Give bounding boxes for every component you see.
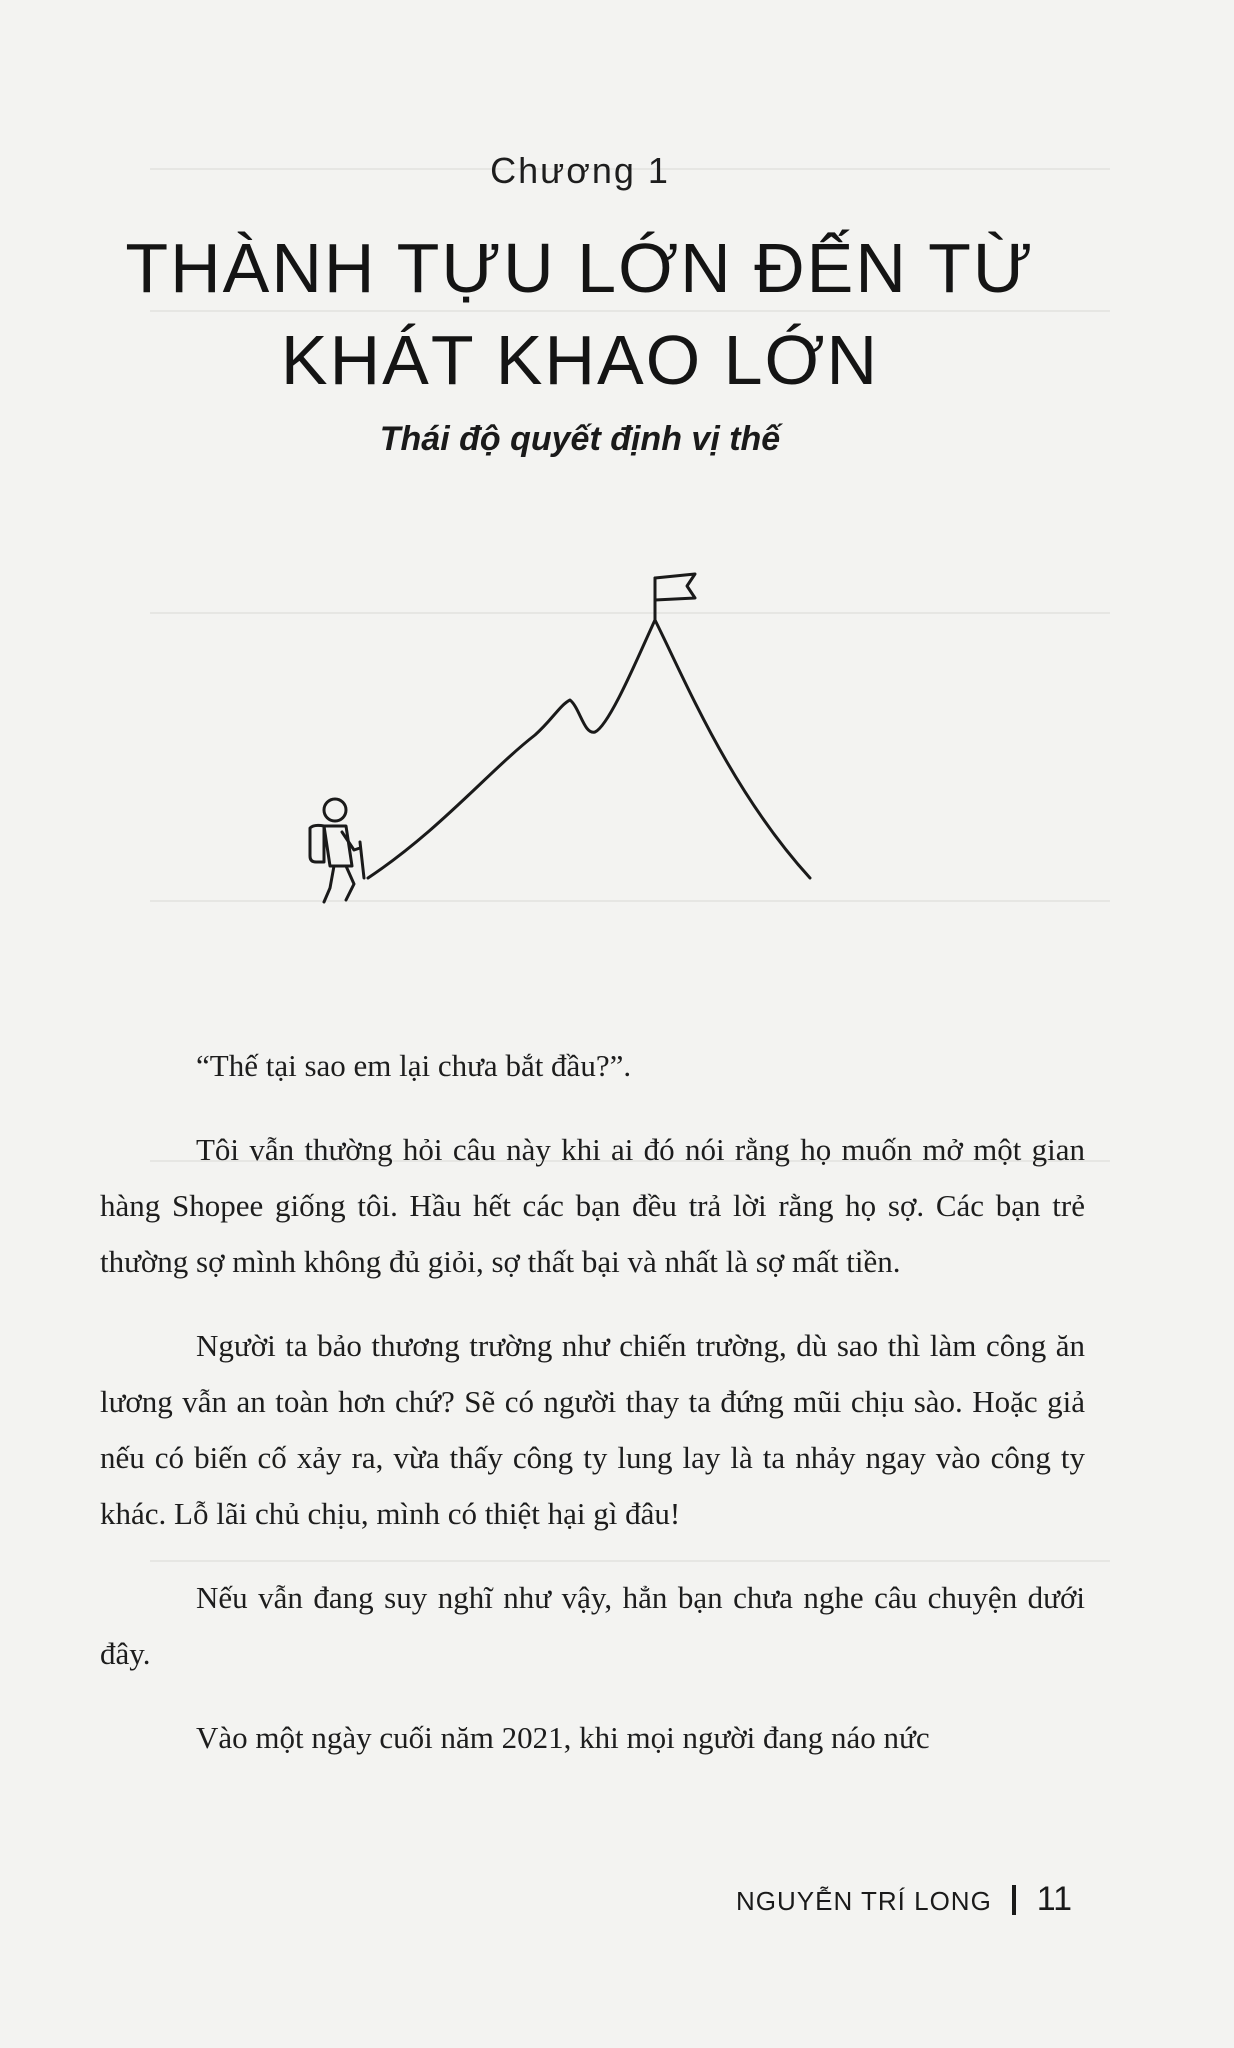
- footer-separator: [1012, 1885, 1016, 1915]
- paragraph: Nếu vẫn đang suy nghĩ như vậy, hẳn bạn chưa nghe câu chuyện dưới đây.: [100, 1580, 1085, 1671]
- body-text: [100, 1038, 1085, 1794]
- chapter-subtitle: Thái độ quyết định vị thế: [379, 420, 781, 458]
- page-number: 11: [1036, 1880, 1072, 1918]
- hiker-stick: [360, 842, 364, 878]
- hiker-torso: [324, 826, 352, 866]
- flag: [655, 574, 695, 600]
- chapter-title-line-2: KHÁT KHAO LỚN: [280, 321, 880, 399]
- paragraph: Tôi vẫn thường hỏi câu này khi ai đó nói rằng họ muốn mở một gian hàng Shopee giống tôi. Hầu hết các bạn đều trả lời rằng họ sợ. Các bạn trẻ thường sợ mình không đủ giỏi, sợ thất bại và nhất là sợ mất tiền.: [100, 1132, 1085, 1279]
- footer-author: NGUYỄN TRÍ LONG: [736, 1886, 992, 1916]
- hiker-head: [324, 799, 346, 821]
- hiker-leg-front: [346, 866, 354, 900]
- paragraph: Người ta bảo thương trường như chiến trường, dù sao thì làm công ăn lương vẫn an toàn hơn chứ? Sẽ có người thay ta đứng mũi chịu sào. Hoặc giả nếu có biến cố xảy ra, vừa thấy công ty lung lay là ta nhảy ngay vào công ty khác. Lỗ lãi chủ chịu, mình có thiệt hại gì đâu!: [100, 1328, 1085, 1531]
- hiker-climbing-mountain-with-flag-icon: [290, 560, 890, 940]
- chapter-title-line-1: THÀNH TỰU LỚN ĐẾN TỪ: [125, 229, 1035, 307]
- mountain-ridge: [368, 620, 810, 878]
- paragraph: Vào một ngày cuối năm 2021, khi mọi người đang náo nức: [196, 1720, 930, 1755]
- hiker-leg-back: [324, 866, 334, 902]
- chapter-label: Chương 1: [490, 150, 670, 191]
- hiker-backpack: [310, 825, 324, 862]
- paragraph: “Thế tại sao em lại chưa bắt đầu?”.: [196, 1048, 632, 1083]
- page-footer: [0, 1880, 1072, 1919]
- chapter-title: [80, 222, 1080, 406]
- hiker-arm: [342, 832, 360, 850]
